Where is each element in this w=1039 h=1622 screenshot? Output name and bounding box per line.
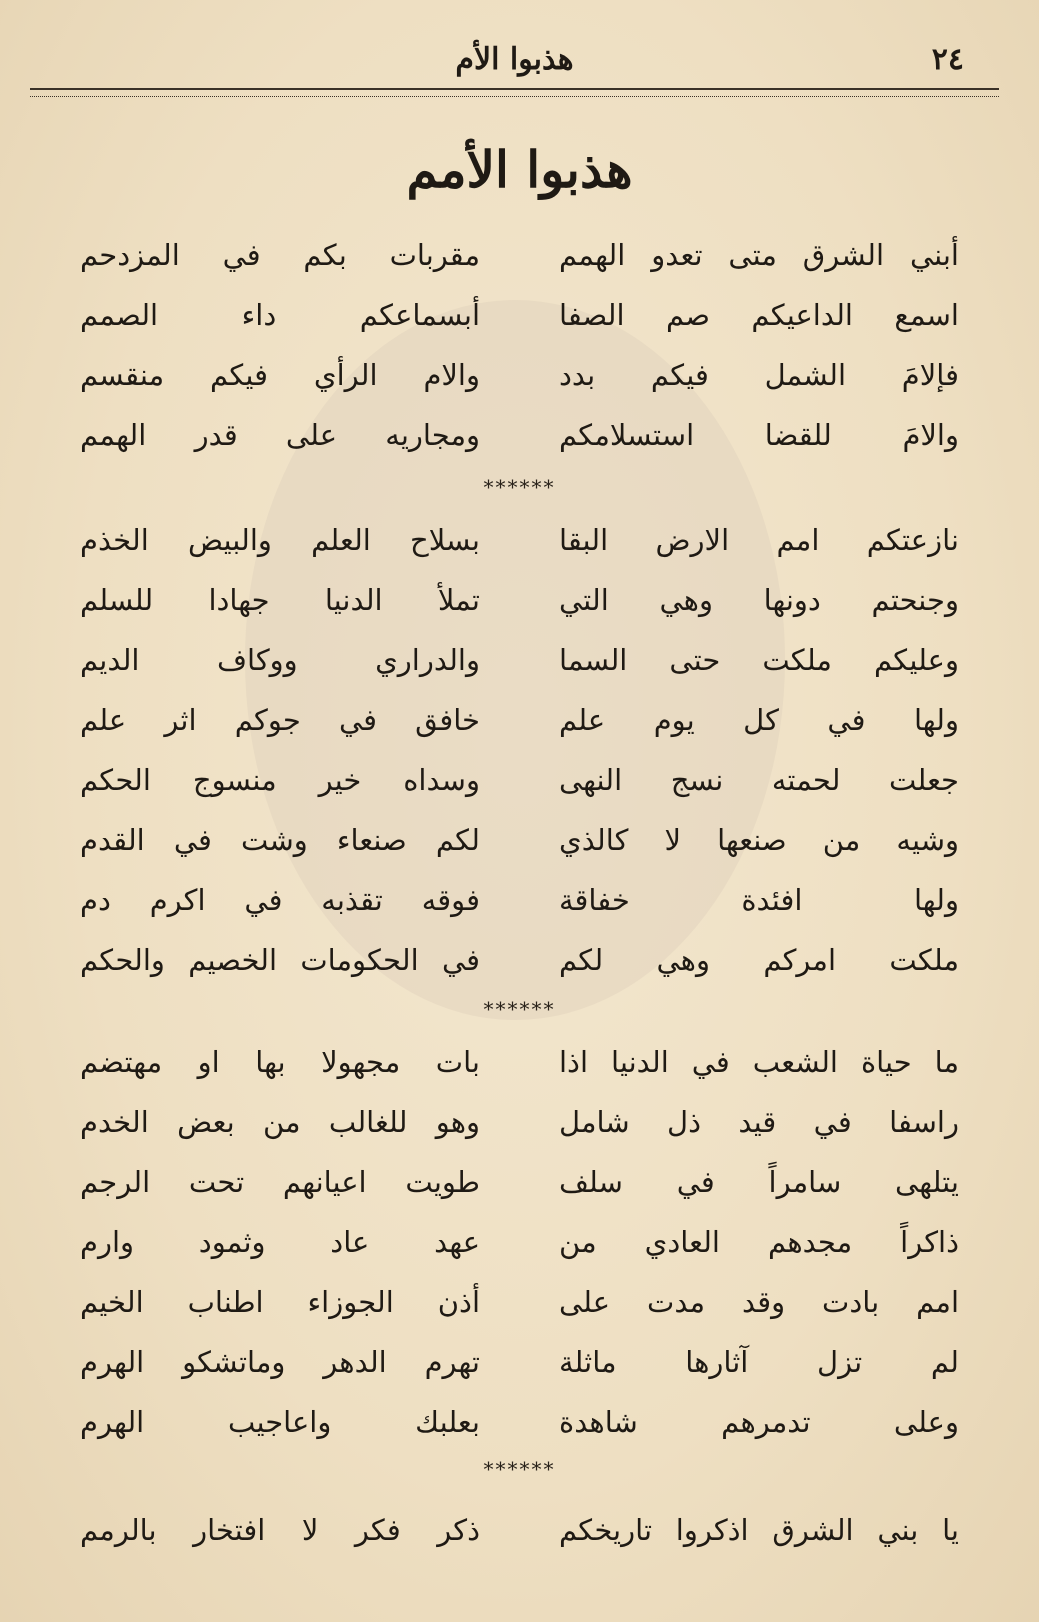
couplet	[80, 1392, 959, 1452]
first-hemistich: وعلى تدمرهم شاهدة	[559, 1405, 959, 1439]
couplet	[80, 1332, 959, 1392]
second-hemistich: ومجاريه على قدر الهمم	[80, 418, 480, 452]
second-hemistich: تهرم الدهر وماتشكو الهرم	[80, 1345, 480, 1379]
second-hemistich: وهو للغالب من بعض الخدم	[80, 1105, 480, 1139]
second-hemistich: في الحكومات الخصيم والحكم	[80, 943, 480, 977]
first-hemistich: نازعتكم امم الارض البقا	[559, 523, 959, 557]
couplet	[80, 1152, 959, 1212]
header-rule	[30, 88, 999, 97]
first-hemistich: فإلامَ الشمل فيكم بدد	[559, 358, 959, 392]
first-hemistich: والامَ للقضا استسلامكم	[559, 418, 959, 452]
second-hemistich: خافق في جوكم اثر علم	[80, 703, 480, 737]
second-hemistich: والدراري ووكاف الديم	[80, 643, 480, 677]
second-hemistich: بعلبك واعاجيب الهرم	[80, 1405, 480, 1439]
stanza-separator: ******	[483, 475, 556, 499]
second-hemistich: ذكر فكر لا افتخار بالرمم	[80, 1513, 480, 1547]
couplet	[80, 285, 959, 345]
second-hemistich: أذن الجوزاء اطناب الخيم	[80, 1285, 480, 1319]
first-hemistich: ملكت امركم وهي لكم	[559, 943, 959, 977]
second-hemistich: مقربات بكم في المزدحم	[80, 238, 480, 272]
couplet	[80, 225, 959, 285]
first-hemistich: ولها افئدة خفاقة	[559, 883, 959, 917]
second-hemistich: وسداه خير منسوج الحكم	[80, 763, 480, 797]
couplet	[80, 690, 959, 750]
stanza-separator: ******	[483, 1457, 556, 1481]
first-hemistich: أبني الشرق متى تعدو الهمم	[559, 238, 959, 272]
first-hemistich: جعلت لحمته نسج النهى	[559, 763, 959, 797]
first-hemistich: راسفا في قيد ذل شامل	[559, 1105, 959, 1139]
first-hemistich: ما حياة الشعب في الدنيا اذا	[559, 1045, 959, 1079]
page-header	[30, 30, 999, 90]
second-hemistich: طويت اعيانهم تحت الرجم	[80, 1165, 480, 1199]
couplet	[80, 870, 959, 930]
first-hemistich: وشيه من صنعها لا كالذي	[559, 823, 959, 857]
first-hemistich: وجنحتم دونها وهي التي	[559, 583, 959, 617]
second-hemistich: عهد عاد وثمود وارم	[80, 1225, 480, 1259]
couplet	[80, 1500, 959, 1560]
running-title: هذبوا الأم	[455, 42, 574, 77]
couplet	[80, 930, 959, 990]
second-hemistich: فوقه تقذبه في اكرم دم	[80, 883, 480, 917]
first-hemistich: لم تزل آثارها ماثلة	[559, 1345, 959, 1379]
first-hemistich: ولها في كل يوم علم	[559, 703, 959, 737]
poem-title: هذبوا الأمم	[406, 140, 633, 199]
stanza-separator: ******	[483, 997, 556, 1021]
couplet	[80, 1212, 959, 1272]
first-hemistich: امم بادت وقد مدت على	[559, 1285, 959, 1319]
first-hemistich: وعليكم ملكت حتى السما	[559, 643, 959, 677]
couplet	[80, 1032, 959, 1092]
second-hemistich: بسلاح العلم والبيض الخذم	[80, 523, 480, 557]
page-number: ٢٤	[931, 42, 964, 77]
couplet	[80, 1272, 959, 1332]
second-hemistich: بات مجهولا بها او مهتضم	[80, 1045, 480, 1079]
first-hemistich: يا بني الشرق اذكروا تاريخكم	[559, 1513, 959, 1547]
couplet	[80, 750, 959, 810]
first-hemistich: اسمع الداعيكم صم الصفا	[559, 298, 959, 332]
second-hemistich: تملأ الدنيا جهادا للسلم	[80, 583, 480, 617]
first-hemistich: ذاكراً مجدهم العادي من	[559, 1225, 959, 1259]
couplet	[80, 1092, 959, 1152]
couplet	[80, 510, 959, 570]
couplet	[80, 570, 959, 630]
second-hemistich: والام الرأي فيكم منقسم	[80, 358, 480, 392]
couplet	[80, 405, 959, 465]
couplet	[80, 810, 959, 870]
couplet	[80, 345, 959, 405]
second-hemistich: لكم صنعاء وشت في القدم	[80, 823, 480, 857]
second-hemistich: أبسماعكم داء الصمم	[80, 298, 480, 332]
couplet	[80, 630, 959, 690]
first-hemistich: يتلهى سامراً في سلف	[559, 1165, 959, 1199]
